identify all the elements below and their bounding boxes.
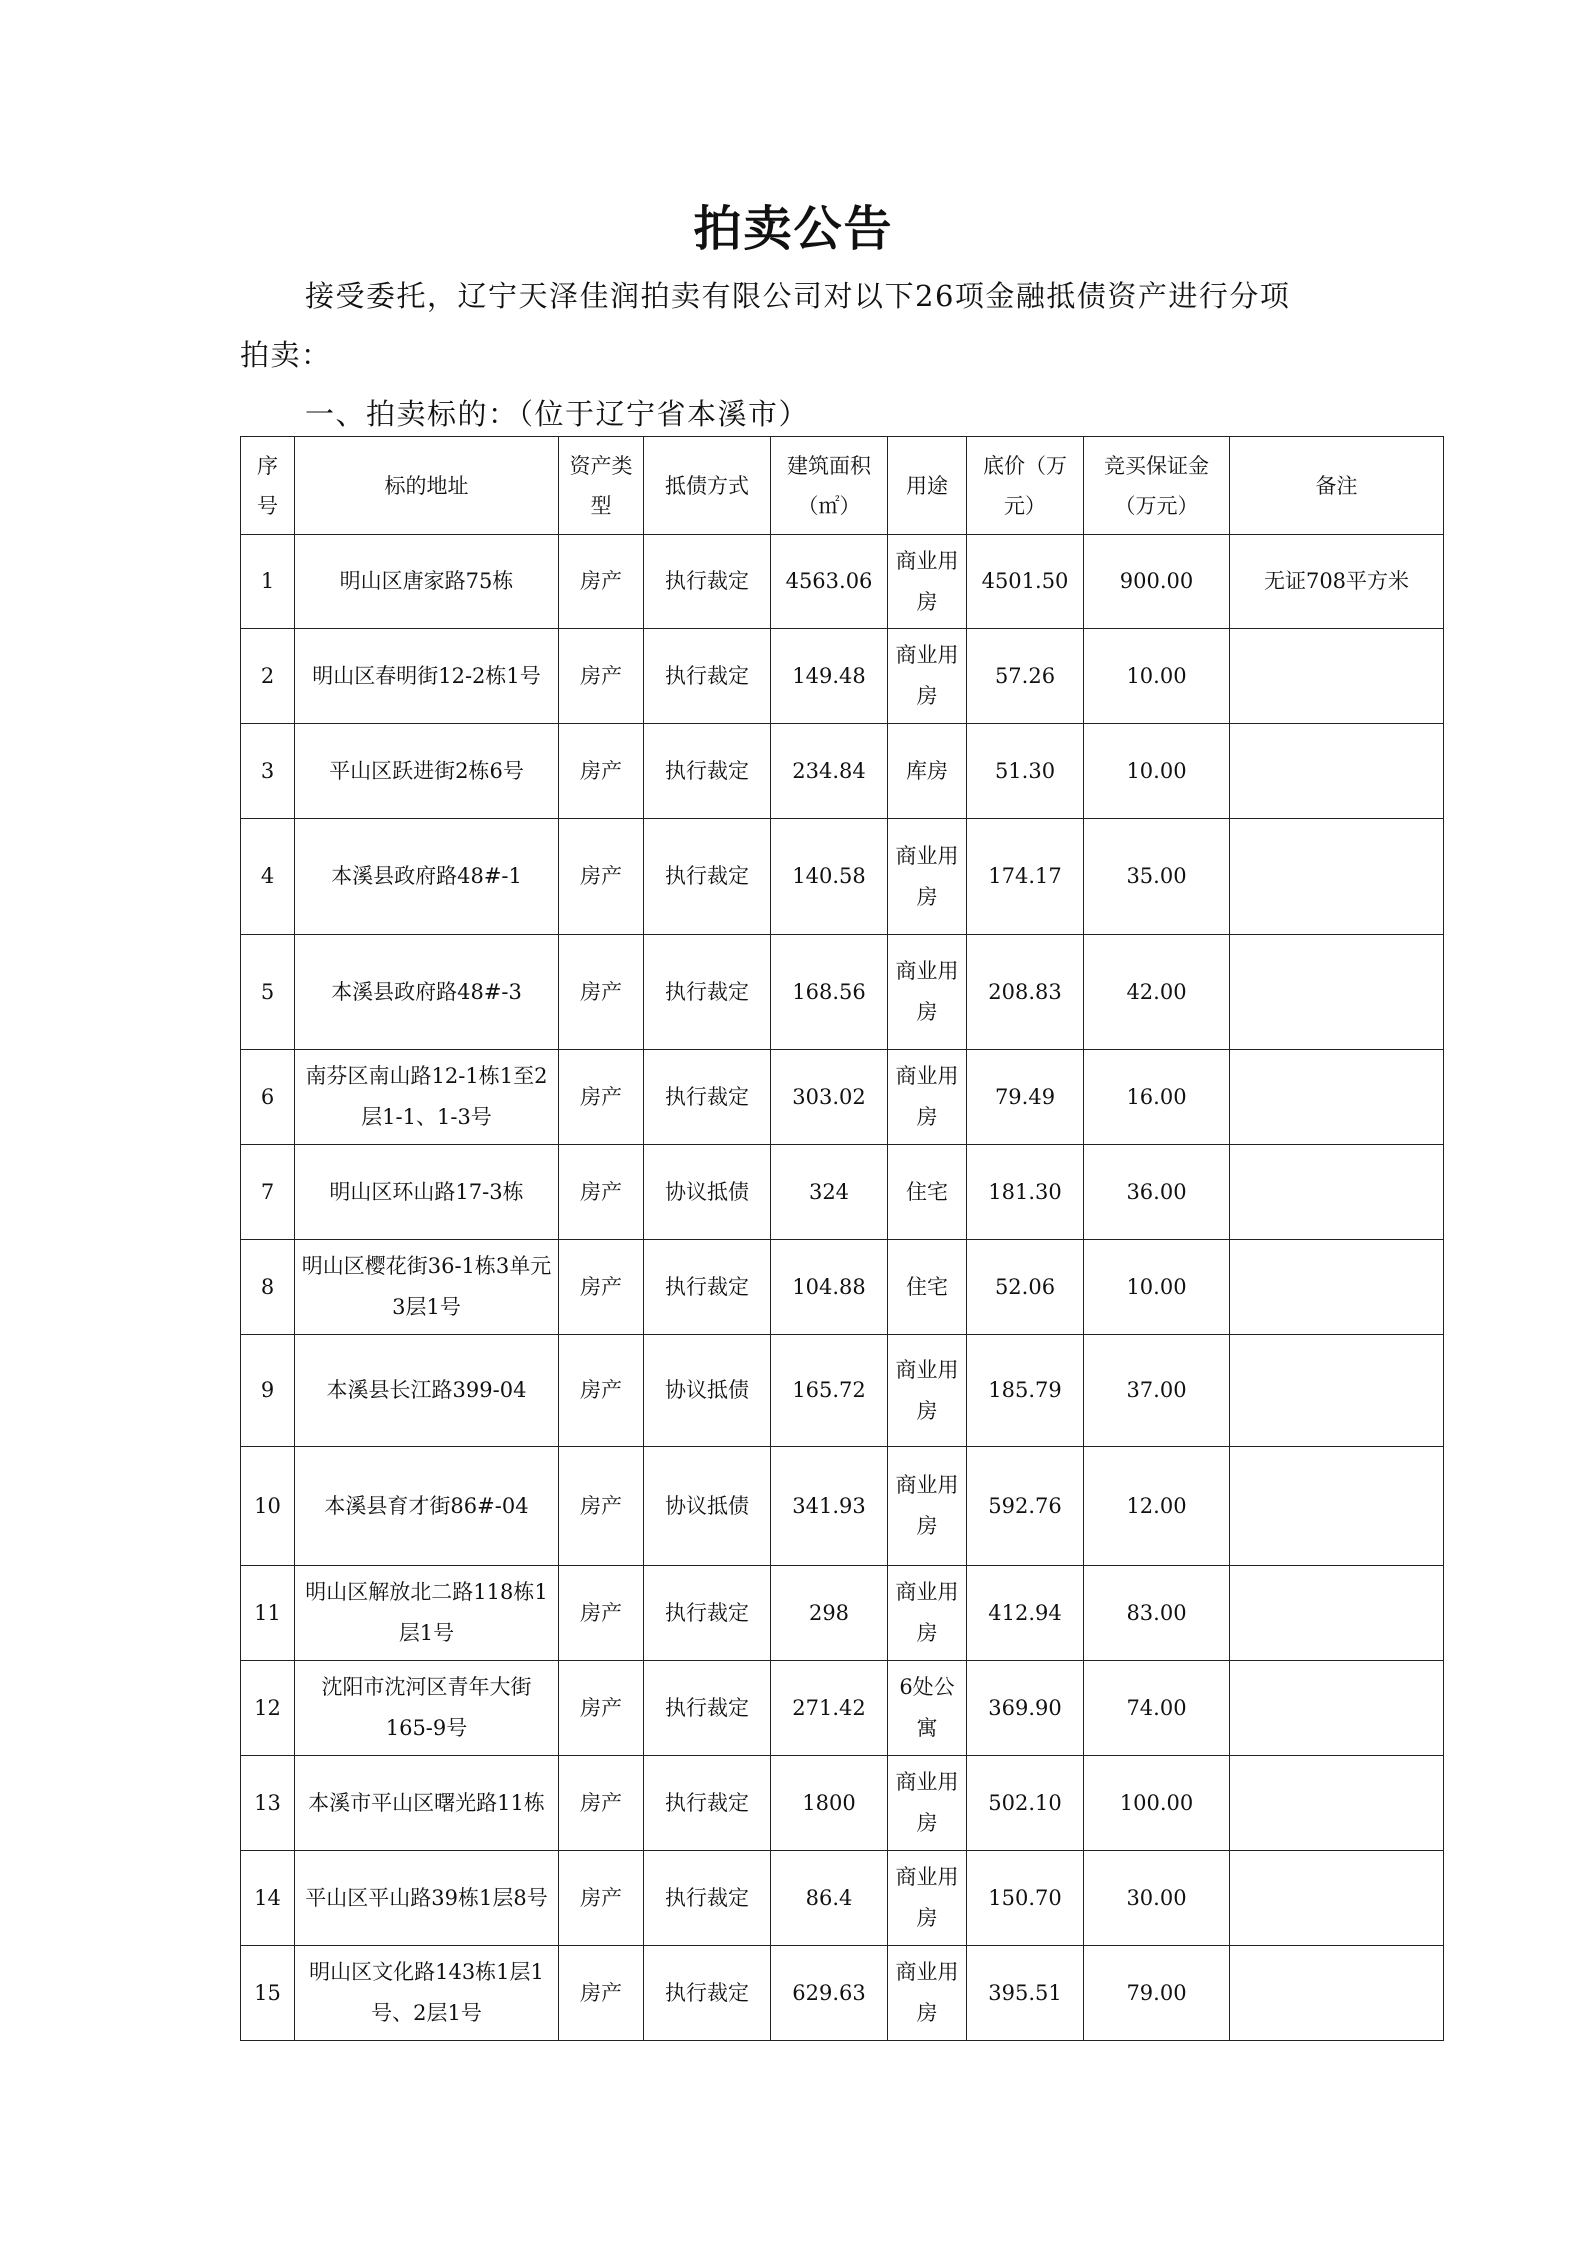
table-row [241,935,1444,1050]
cell-asset-type: 房产 [559,724,644,819]
cell-asset-type: 房产 [559,1566,644,1661]
intro-paragraph-line1: 接受委托，辽宁天泽佳润拍卖有限公司对以下26项金融抵债资产进行分项 [305,279,1291,313]
cell-asset-type: 房产 [559,1447,644,1566]
cell-asset-type: 房产 [559,1661,644,1756]
cell-method: 协议抵债 [644,1447,771,1566]
cell-area: 168.56 [771,935,888,1050]
cell-address: 本溪县育才街86#-04 [295,1447,559,1566]
cell-no: 14 [241,1851,295,1946]
cell-address: 明山区解放北二路118栋1层1号 [295,1566,559,1661]
cell-reserve-price: 412.94 [967,1566,1084,1661]
cell-area: 341.93 [771,1447,888,1566]
table-row [241,1946,1444,2041]
cell-reserve-price: 181.30 [967,1145,1084,1240]
cell-use: 商业用房 [888,935,967,1050]
header-area: 建筑面积（㎡） [771,437,888,535]
header-method: 抵债方式 [644,437,771,535]
cell-reserve-price: 185.79 [967,1335,1084,1447]
cell-no: 6 [241,1050,295,1145]
cell-area: 629.63 [771,1946,888,2041]
cell-asset-type: 房产 [559,1335,644,1447]
cell-remark [1230,935,1444,1050]
cell-deposit: 100.00 [1084,1756,1230,1851]
cell-reserve-price: 51.30 [967,724,1084,819]
cell-reserve-price: 174.17 [967,819,1084,935]
cell-reserve-price: 57.26 [967,629,1084,724]
cell-asset-type: 房产 [559,1050,644,1145]
cell-reserve-price: 4501.50 [967,535,1084,629]
table-row [241,1756,1444,1851]
cell-deposit: 79.00 [1084,1946,1230,2041]
cell-reserve-price: 52.06 [967,1240,1084,1335]
cell-remark [1230,1756,1444,1851]
cell-reserve-price: 395.51 [967,1946,1084,2041]
cell-asset-type: 房产 [559,629,644,724]
cell-use: 商业用房 [888,1851,967,1946]
table-row [241,1851,1444,1946]
table-row [241,1447,1444,1566]
cell-method: 执行裁定 [644,724,771,819]
cell-deposit: 900.00 [1084,535,1230,629]
header-use: 用途 [888,437,967,535]
cell-address: 本溪县政府路48#-3 [295,935,559,1050]
table-header-row [241,437,1444,535]
cell-remark [1230,1661,1444,1756]
cell-asset-type: 房产 [559,935,644,1050]
cell-address: 南芬区南山路12-1栋1至2层1-1、1-3号 [295,1050,559,1145]
table-row [241,724,1444,819]
cell-remark [1230,1946,1444,2041]
cell-reserve-price: 592.76 [967,1447,1084,1566]
cell-deposit: 30.00 [1084,1851,1230,1946]
cell-deposit: 36.00 [1084,1145,1230,1240]
header-remark: 备注 [1230,437,1444,535]
cell-reserve-price: 79.49 [967,1050,1084,1145]
cell-deposit: 83.00 [1084,1566,1230,1661]
cell-no: 5 [241,935,295,1050]
table-row [241,1661,1444,1756]
cell-area: 165.72 [771,1335,888,1447]
header-reserve-price: 底价（万元） [967,437,1084,535]
header-deposit: 竞买保证金（万元） [1084,437,1230,535]
cell-no: 7 [241,1145,295,1240]
cell-reserve-price: 369.90 [967,1661,1084,1756]
cell-method: 执行裁定 [644,1756,771,1851]
cell-asset-type: 房产 [559,1145,644,1240]
cell-method: 执行裁定 [644,819,771,935]
page-title: 拍卖公告 [693,201,894,257]
cell-address: 本溪县长江路399-04 [295,1335,559,1447]
cell-use: 库房 [888,724,967,819]
cell-method: 执行裁定 [644,1946,771,2041]
cell-no: 13 [241,1756,295,1851]
cell-no: 2 [241,629,295,724]
cell-address: 平山区跃进街2栋6号 [295,724,559,819]
header-no: 序号 [241,437,295,535]
cell-no: 3 [241,724,295,819]
cell-area: 1800 [771,1756,888,1851]
cell-address: 明山区环山路17-3栋 [295,1145,559,1240]
cell-no: 12 [241,1661,295,1756]
table-row [241,535,1444,629]
cell-address: 明山区春明街12-2栋1号 [295,629,559,724]
cell-no: 11 [241,1566,295,1661]
cell-remark [1230,1566,1444,1661]
cell-use: 住宅 [888,1240,967,1335]
cell-asset-type: 房产 [559,535,644,629]
cell-area: 324 [771,1145,888,1240]
cell-area: 271.42 [771,1661,888,1756]
cell-use: 商业用房 [888,535,967,629]
cell-deposit: 10.00 [1084,724,1230,819]
table-row [241,1050,1444,1145]
cell-asset-type: 房产 [559,819,644,935]
cell-method: 执行裁定 [644,1661,771,1756]
cell-use: 住宅 [888,1145,967,1240]
cell-reserve-price: 502.10 [967,1756,1084,1851]
cell-deposit: 16.00 [1084,1050,1230,1145]
cell-use: 商业用房 [888,629,967,724]
cell-area: 303.02 [771,1050,888,1145]
cell-remark [1230,1240,1444,1335]
cell-area: 149.48 [771,629,888,724]
cell-use: 商业用房 [888,1050,967,1145]
header-address: 标的地址 [295,437,559,535]
cell-deposit: 35.00 [1084,819,1230,935]
table-row [241,1145,1444,1240]
cell-deposit: 37.00 [1084,1335,1230,1447]
cell-remark [1230,1145,1444,1240]
cell-remark [1230,1447,1444,1566]
section-heading: 一、拍卖标的：（位于辽宁省本溪市） [305,397,810,431]
cell-use: 商业用房 [888,1566,967,1661]
cell-remark [1230,1335,1444,1447]
cell-area: 4563.06 [771,535,888,629]
cell-asset-type: 房产 [559,1851,644,1946]
cell-address: 明山区文化路143栋1层1号、2层1号 [295,1946,559,2041]
cell-address: 平山区平山路39栋1层8号 [295,1851,559,1946]
cell-address: 本溪县政府路48#-1 [295,819,559,935]
cell-no: 9 [241,1335,295,1447]
cell-reserve-price: 150.70 [967,1851,1084,1946]
cell-use: 6处公寓 [888,1661,967,1756]
cell-area: 234.84 [771,724,888,819]
table-row [241,1566,1444,1661]
cell-address: 沈阳市沈河区青年大街165-9号 [295,1661,559,1756]
cell-no: 15 [241,1946,295,2041]
cell-deposit: 74.00 [1084,1661,1230,1756]
cell-remark [1230,819,1444,935]
cell-deposit: 10.00 [1084,1240,1230,1335]
auction-items-table [240,436,1444,2041]
table-row [241,1240,1444,1335]
cell-area: 86.4 [771,1851,888,1946]
cell-use: 商业用房 [888,1946,967,2041]
cell-asset-type: 房产 [559,1240,644,1335]
table-row [241,629,1444,724]
cell-address: 明山区樱花街36-1栋3单元3层1号 [295,1240,559,1335]
cell-no: 4 [241,819,295,935]
cell-remark [1230,629,1444,724]
cell-method: 执行裁定 [644,1240,771,1335]
cell-reserve-price: 208.83 [967,935,1084,1050]
cell-use: 商业用房 [888,1335,967,1447]
cell-method: 执行裁定 [644,1566,771,1661]
cell-area: 104.88 [771,1240,888,1335]
cell-area: 140.58 [771,819,888,935]
intro-paragraph-line2: 拍卖： [240,338,332,372]
cell-method: 协议抵债 [644,1145,771,1240]
cell-deposit: 12.00 [1084,1447,1230,1566]
cell-method: 执行裁定 [644,935,771,1050]
cell-asset-type: 房产 [559,1756,644,1851]
cell-area: 298 [771,1566,888,1661]
cell-method: 执行裁定 [644,1050,771,1145]
cell-deposit: 10.00 [1084,629,1230,724]
cell-method: 执行裁定 [644,535,771,629]
cell-remark: 无证708平方米 [1230,535,1444,629]
cell-no: 8 [241,1240,295,1335]
header-asset-type: 资产类型 [559,437,644,535]
cell-address: 本溪市平山区曙光路11栋 [295,1756,559,1851]
cell-method: 协议抵债 [644,1335,771,1447]
cell-remark [1230,724,1444,819]
cell-use: 商业用房 [888,819,967,935]
cell-remark [1230,1050,1444,1145]
cell-use: 商业用房 [888,1756,967,1851]
cell-remark [1230,1851,1444,1946]
cell-address: 明山区唐家路75栋 [295,535,559,629]
cell-deposit: 42.00 [1084,935,1230,1050]
cell-method: 执行裁定 [644,629,771,724]
cell-asset-type: 房产 [559,1946,644,2041]
cell-method: 执行裁定 [644,1851,771,1946]
cell-no: 10 [241,1447,295,1566]
cell-no: 1 [241,535,295,629]
table-row [241,1335,1444,1447]
table-row [241,819,1444,935]
cell-use: 商业用房 [888,1447,967,1566]
